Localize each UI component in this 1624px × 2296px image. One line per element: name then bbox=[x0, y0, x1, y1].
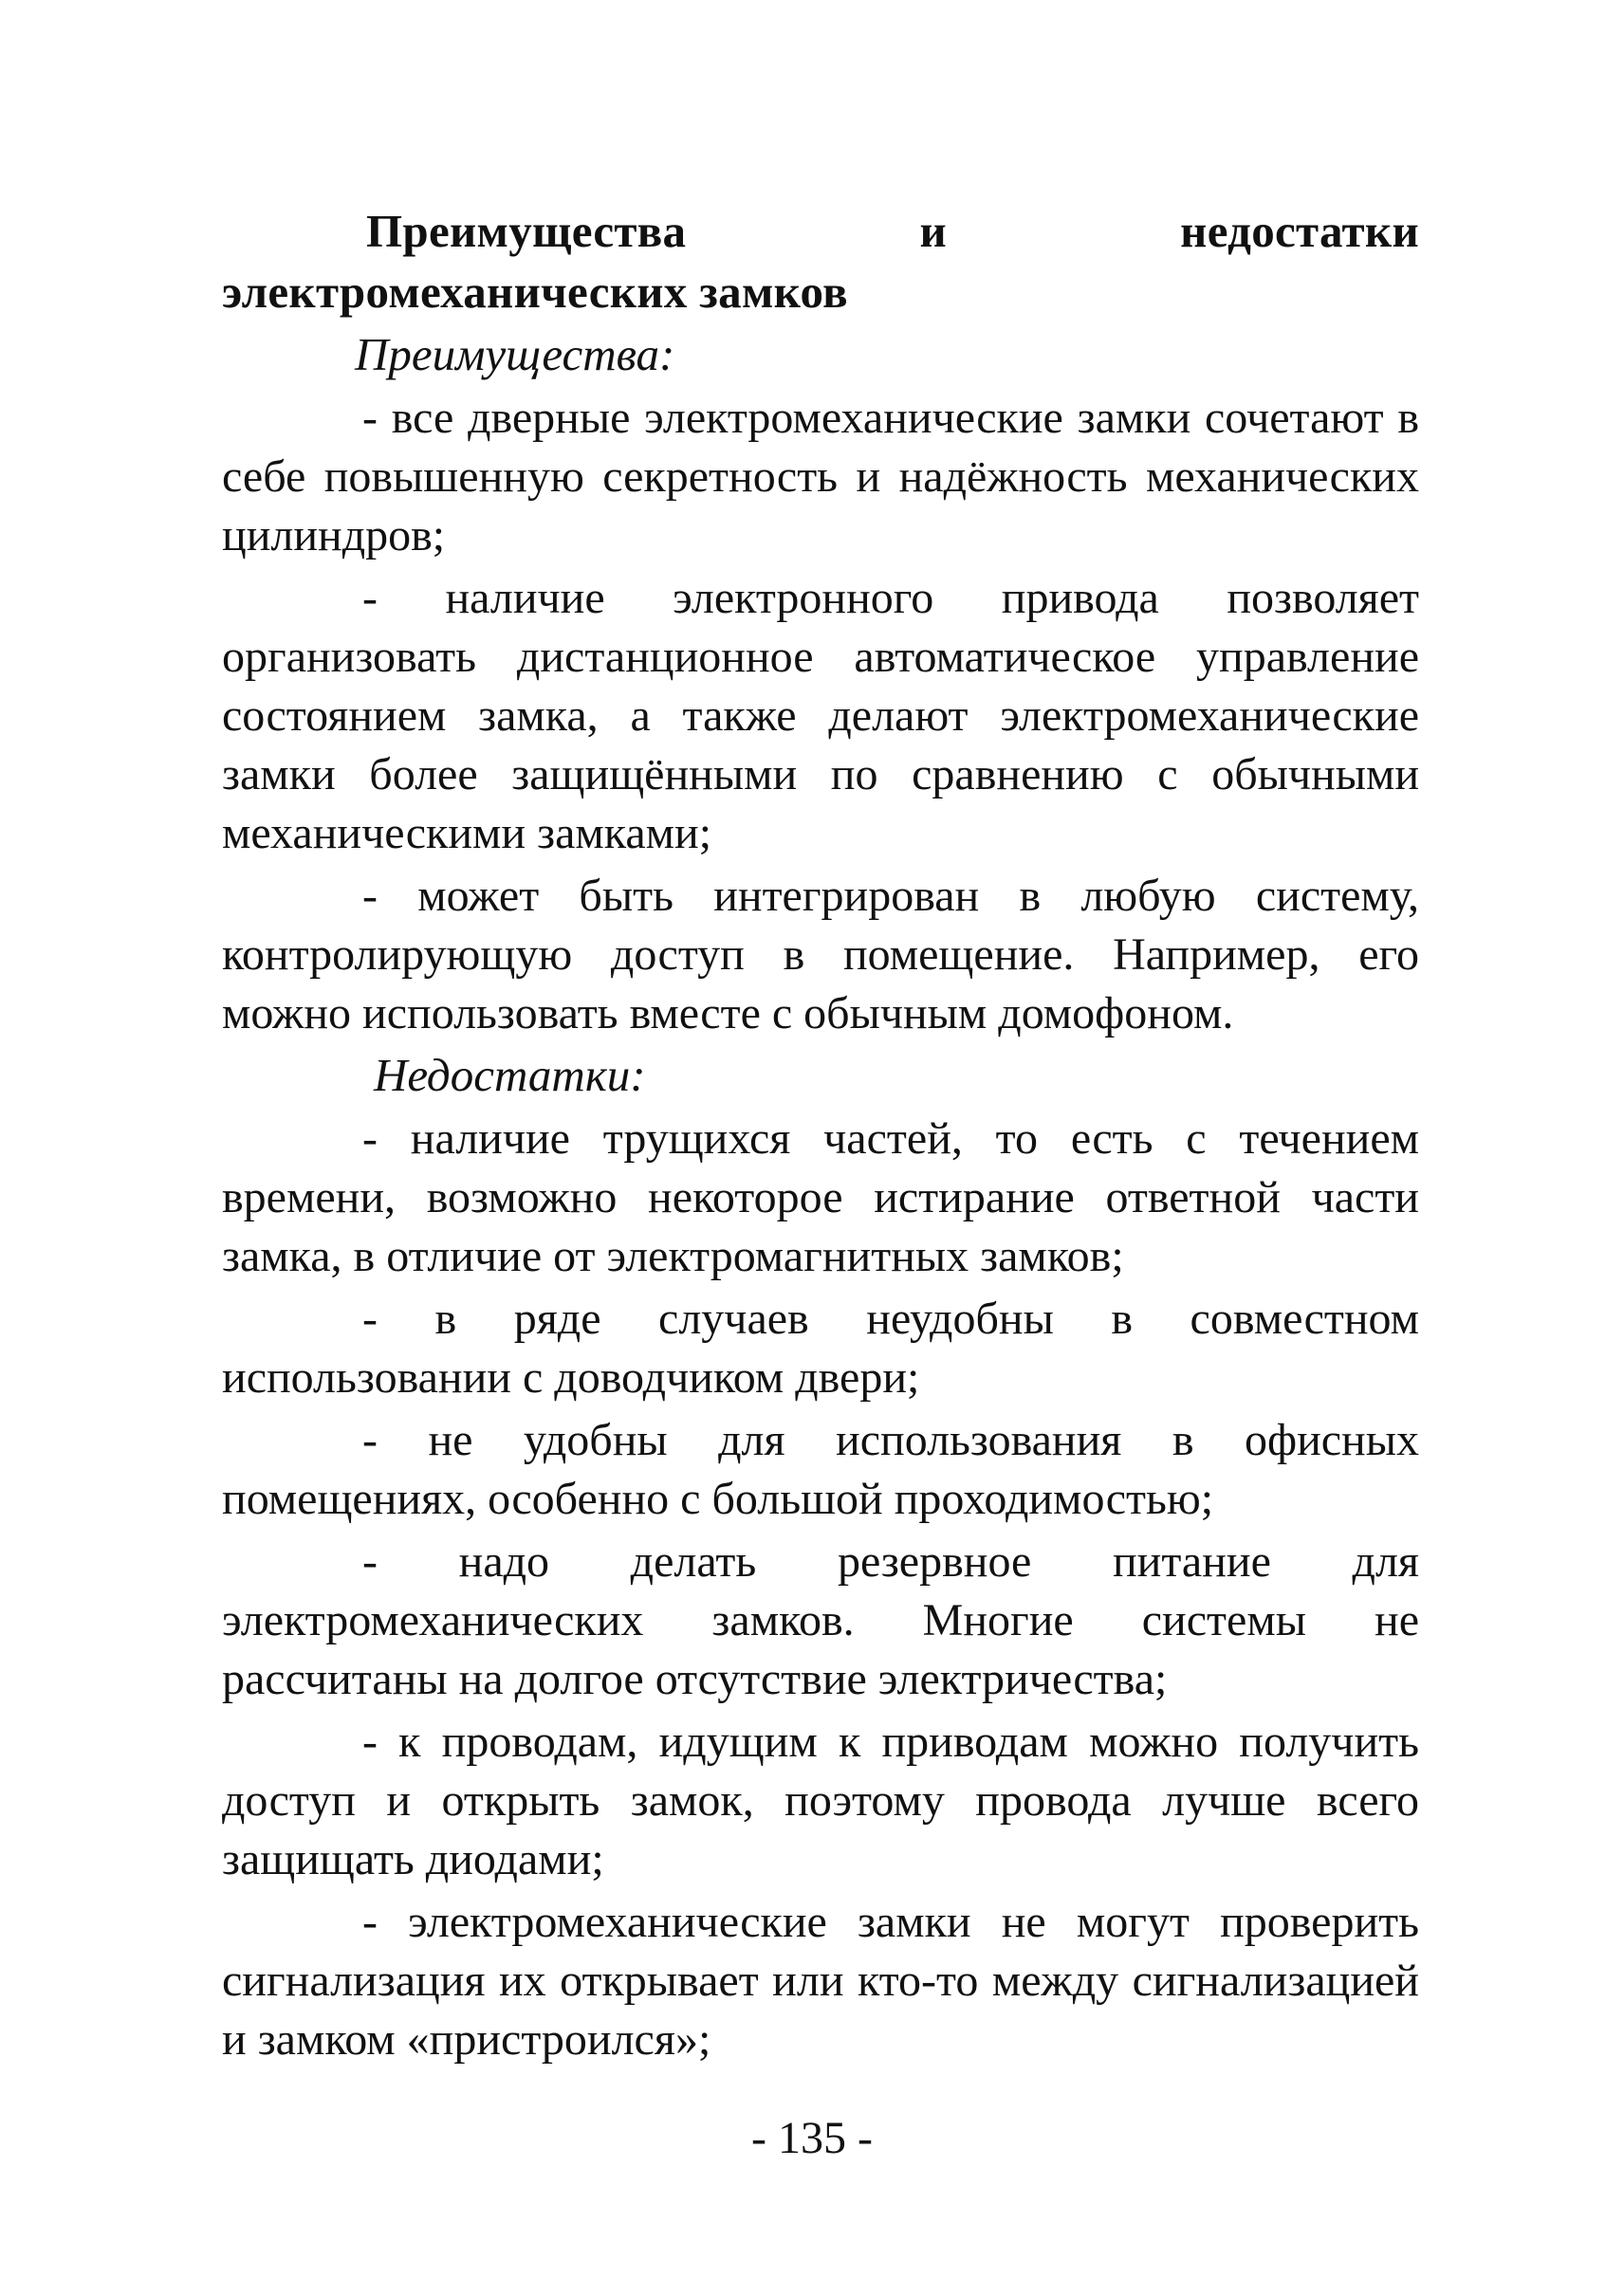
advantages-label: Преимущества: bbox=[355, 328, 675, 380]
page-body bbox=[222, 201, 1419, 2069]
disadvantage-item: - наличие трущихся частей, то есть с течением времени, возможно некоторое истирание ответной части замка, в отличие от электромагнитных замков; bbox=[222, 1113, 1419, 1281]
page-number: - 135 - bbox=[751, 2113, 873, 2163]
advantage-item: - может быть интегрирован в любую систему, контролирующую доступ в помещение. Например, его можно использовать вместе с обычным домофоном. bbox=[222, 871, 1419, 1038]
section-heading: Преимущества и недостатки электромеханических замков bbox=[222, 205, 1419, 318]
disadvantage-item: - электромеханические замки не могут проверить сигнализация их открывает или кто-то между сигнализацией и замком «пристроился»; bbox=[222, 1897, 1419, 2065]
disadvantage-item: - надо делать резервное питание для электромеханических замков. Многие системы не рассчитаны на долгое отсутствие электричества; bbox=[222, 1536, 1419, 1704]
disadvantages-label: Недостатки: bbox=[374, 1049, 646, 1101]
advantage-item: - наличие электронного привода позволяет организовать дистанционное автоматическое управление состоянием замка, а также делают электромеханические замки более защищёнными по сравнению с обычными механическими замками; bbox=[222, 573, 1419, 858]
advantage-item: - все дверные электромеханические замки сочетают в себе повышенную секретность и надёжность механических цилиндров; bbox=[222, 393, 1419, 560]
disadvantage-item: - не удобны для использования в офисных помещениях, особенно с большой проходимостью; bbox=[222, 1415, 1419, 1524]
disadvantage-item: - в ряде случаев неудобны в совместном использовании с доводчиком двери; bbox=[222, 1294, 1419, 1403]
disadvantage-item: - к проводам, идущим к приводам можно получить доступ и открыть замок, поэтому провода лучше всего защищать диодами; bbox=[222, 1717, 1419, 1884]
